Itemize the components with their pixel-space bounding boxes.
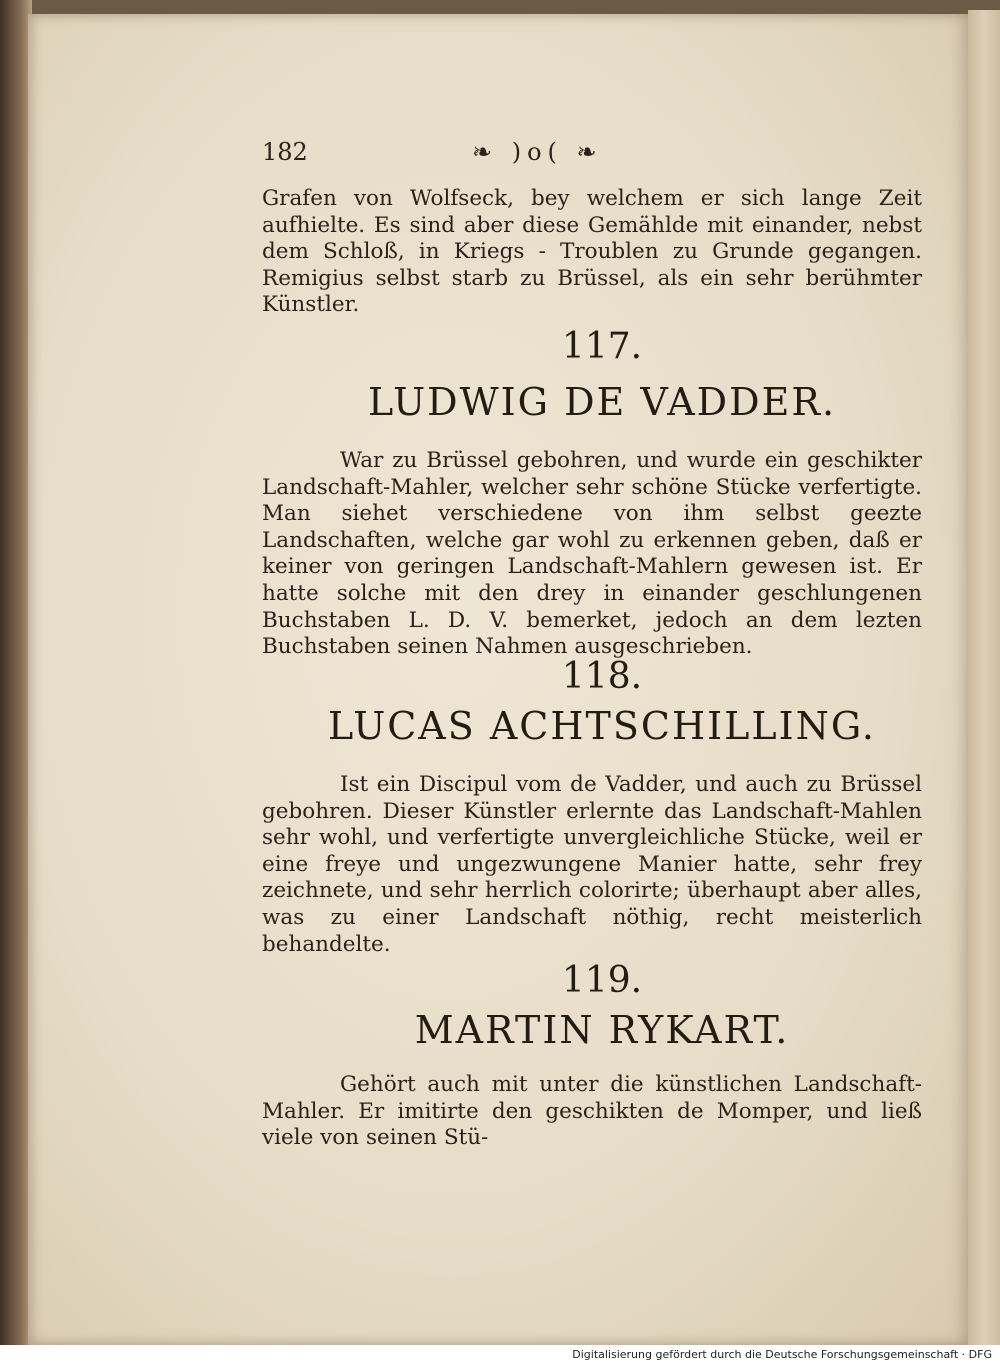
section-title-119: MARTIN RYKART. [414,1008,790,1052]
adjacent-page-edge [968,10,1000,1345]
digitization-footer [0,1345,1000,1365]
header-ornament: ❧ )o( ❧ [472,138,603,166]
footer-credit: Digitalisierung gefördert durch die Deutsche Forschungsgemeinschaft · DFG [572,1348,992,1361]
section-text-119 [262,1072,922,1152]
section-number-119: 119. [561,960,643,1001]
section-title-117: LUDWIG DE VADDER. [367,380,837,424]
section-paragraph: Ist ein Discipul vom de Vadder, und auch zu Brüssel gebohren. Dieser Künstler erlernte das Landschaft-Mahlen sehr wohl, und verfertigte unvergleichliche Stücke, weil er eine freye und ungezwungene Manier hatte, sehr frey zeichnete, und sehr herrlich colorirte; überhaupt aber alles, was zu einer Landschaft nöthig, recht meisterlich behandelte. [262,772,922,957]
page-number: 182 [262,138,308,166]
section-paragraph: Gehört auch mit unter die künstlichen Landschaft-Mahler. Er imitirte den geschikten de Momper, und ließ viele von seinen Stü- [262,1072,922,1151]
page-header [262,138,922,178]
section-number-117: 117. [561,326,643,367]
section-paragraph: War zu Brüssel gebohren, und wurde ein geschikter Landschaft-Mahler, welcher sehr schöne Stücke verfertigte. Man siehet verschiedene von ihm selbst geezte Landschaften, welche gar wohl zu erkennen geben, daß er keiner von geringen Landschaft-Mahlern gewesen ist. Er hatte solche mit den drey in einander geschlungenen Buchstaben L. D. V. bemerket, jedoch an dem lezten Buchstaben seinen Nahmen ausgeschrieben. [262,448,922,660]
section-title-118: LUCAS ACHTSCHILLING. [328,704,876,748]
continuation-text: Grafen von Wolfseck, bey welchem er sich lange Zeit aufhielte. Es sind aber diese Gemählde mit einander, nebst dem Schloß, in Kriegs - Troublen zu Grunde gegangen. Remigius selbst starb zu Brüssel, als ein sehr berühmter Künstler. [262,186,922,318]
section-number-118: 118. [561,656,643,697]
section-text-117 [262,448,922,661]
continuation-paragraph [262,186,922,319]
section-text-118 [262,772,922,958]
